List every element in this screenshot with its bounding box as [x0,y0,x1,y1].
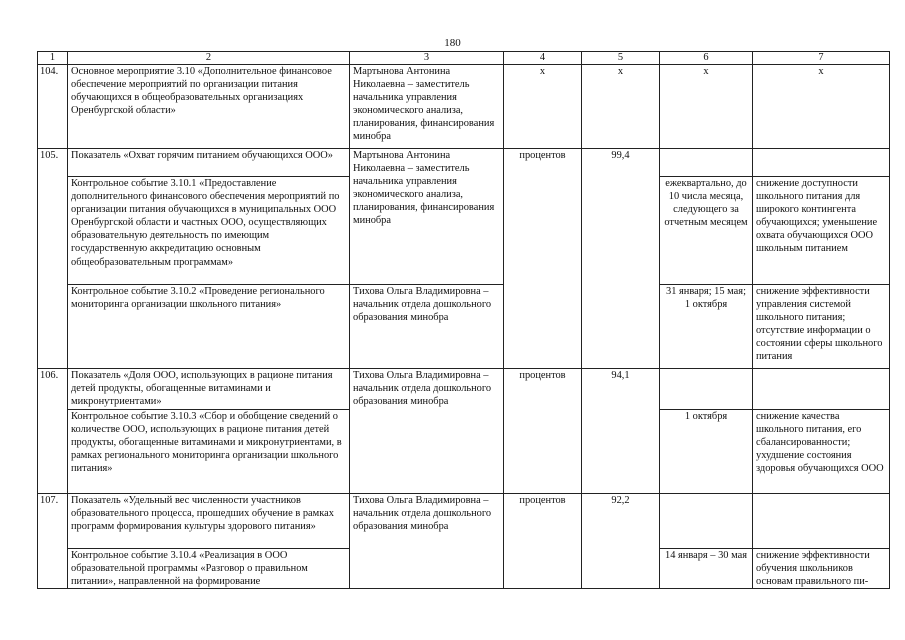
responsible-person: Тихова Ольга Владимировна – начальник отдела дошкольного образования минобра [350,285,504,369]
unit: х [504,65,582,149]
unit: процентов [504,149,582,369]
unit: процентов [504,369,582,494]
control-event-name: Контрольное событие 3.10.3 «Сбор и обобщение сведений о количестве ООО, использующих в рационе питания детей продукты, обогащенные витаминами и микронутриентами, в рамках регионального мониторинга организации школьного питания» [68,410,350,494]
row-number: 105. [38,149,68,177]
row-number: 107. [38,494,68,549]
deadline: 31 января; 15 мая; 1 октября [660,285,753,369]
row-number [38,285,68,369]
value: 94,1 [582,369,660,494]
table-row [38,285,890,369]
deadline: ежеквартально, до 10 числа месяца, следующего за отчетным месяцем [660,177,753,285]
deadline: 1 октября [660,410,753,494]
control-event-name: Контрольное событие 3.10.1 «Предоставление дополнительного финансового обеспечения мероприятий по организации питания обучающихся в муниципальных ООО Оренбургской области и частных ООО, осуществляющих образовательную деятельность по имеющим государственную аккредитацию основным общеобразовательным программам» [68,177,350,285]
consequences [753,149,890,177]
page-number: 180 [444,37,461,49]
indicator-name: Показатель «Удельный вес численности участников образовательного процесса, прошедших обучение в рамках программ формирования культуры здорового питания» [68,494,350,549]
column-header: 2 [68,52,350,65]
measure-name: Основное мероприятие 3.10 «Дополнительное финансовое обеспечение мероприятий по организации питания обучающихся в общеобразовательных организациях Оренбургской области» [68,65,350,149]
consequences: снижение эффективности обучения школьников основам правильного пи- [753,549,890,589]
control-event-name: Контрольное событие 3.10.4 «Реализация в ООО образовательной программы «Разговор о правильном питании», направленной на формирование [68,549,350,589]
value: 99,4 [582,149,660,369]
deadline [660,369,753,410]
row-number: 104. [38,65,68,149]
indicator-name: Показатель «Доля ООО, использующих в рационе питания детей продукты, обогащенные витаминами и микронутриентами» [68,369,350,410]
column-header: 6 [660,52,753,65]
consequences: снижение эффективности управления системой школьного питания; отсутствие информации о состоянии сферы школьного питания [753,285,890,369]
unit: процентов [504,494,582,589]
column-header: 1 [38,52,68,65]
value: 92,2 [582,494,660,589]
column-header: 5 [582,52,660,65]
row-number [38,410,68,494]
table-row [38,65,890,149]
indicator-name: Показатель «Охват горячим питанием обучающихся ООО» [68,149,350,177]
row-number: 106. [38,369,68,410]
table-row [38,369,890,410]
responsible-person: Тихова Ольга Владимировна – начальник отдела дошкольного образования минобра [350,494,504,589]
consequences [753,369,890,410]
responsible-person: Мартынова Антонина Николаевна – заместитель начальника управления экономического анализа, планирования, финансирования минобра [350,149,504,285]
row-number [38,549,68,589]
control-event-name: Контрольное событие 3.10.2 «Проведение регионального мониторинга организации школьного питания» [68,285,350,369]
consequences: снижение качества школьного питания, его сбалансированности; ухудшение состояния здоровья обучающихся ООО [753,410,890,494]
consequences [753,494,890,549]
deadline [660,149,753,177]
column-header: 4 [504,52,582,65]
responsible-person: Тихова Ольга Владимировна – начальник отдела дошкольного образования минобра [350,369,504,494]
deadline: 14 января – 30 мая [660,549,753,589]
deadline [660,494,753,549]
row-number [38,177,68,285]
column-header: 3 [350,52,504,65]
deadline: х [660,65,753,149]
consequences: х [753,65,890,149]
consequences: снижение доступности школьного питания для широкого контингента обучающихся; уменьшение охвата обучающихся ООО школьным питанием [753,177,890,285]
responsible-person: Мартынова Антонина Николаевна – заместитель начальника управления экономического анализа, планирования, финансирования минобра [350,65,504,149]
table-row [38,149,890,177]
value: х [582,65,660,149]
table-row [38,494,890,549]
measures-table [37,51,890,589]
header-row [38,52,890,65]
column-header: 7 [753,52,890,65]
